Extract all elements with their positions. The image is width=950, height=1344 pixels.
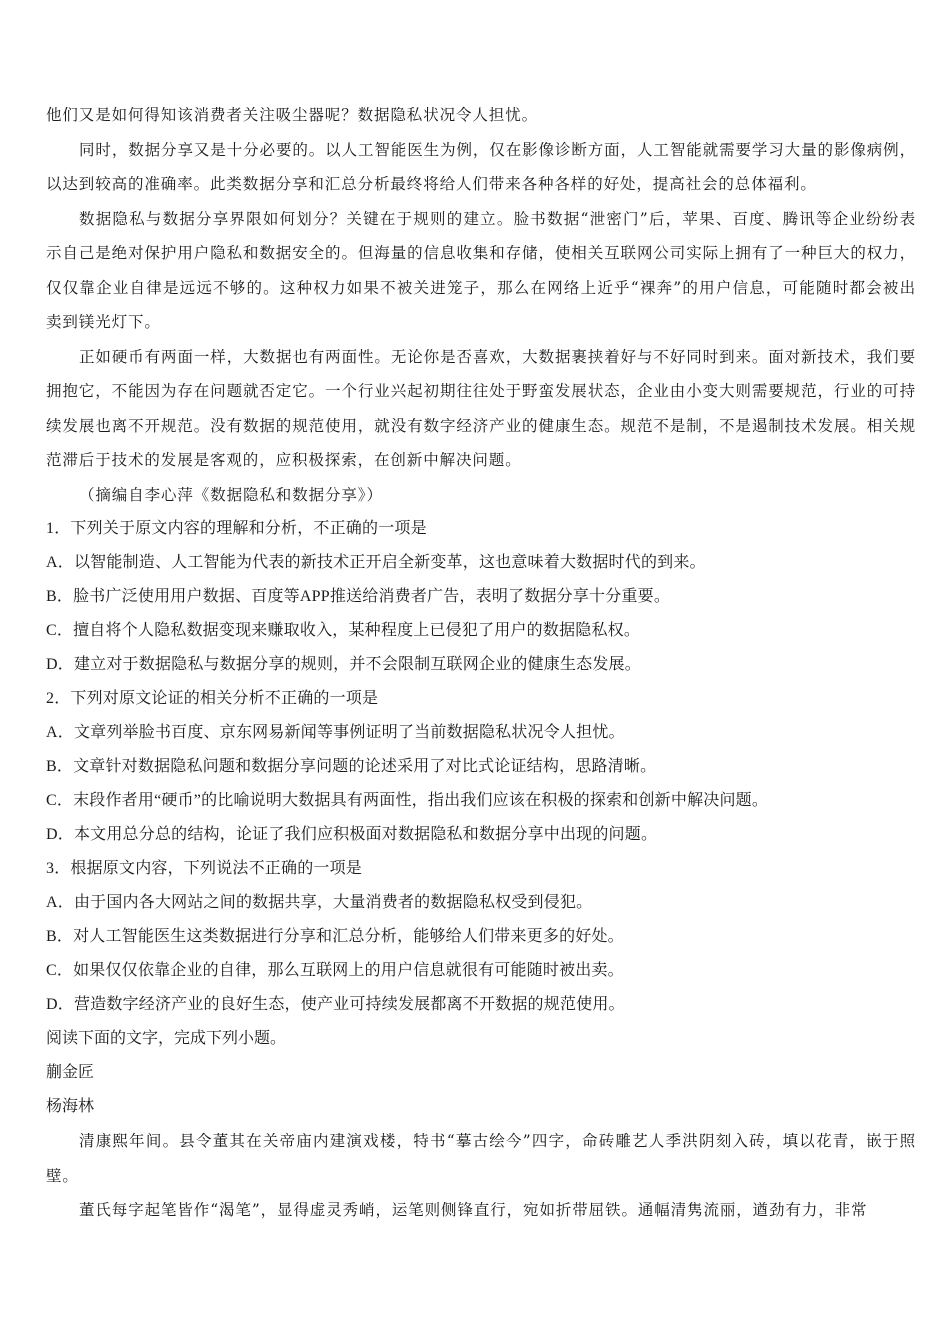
- option-b: B．对人工智能医生这类数据进行分享和汇总分析，能够给人们带来更多的好处。: [46, 928, 624, 945]
- option-c: C．末段作者用“硬币”的比喻说明大数据具有两面性，指出我们应该在积极的探索和创新中解决问题。: [46, 792, 769, 809]
- question-stem: 3．根据原文内容，下列说法不正确的一项是: [46, 860, 363, 877]
- option-d: D．营造数字经济产业的良好生态，使产业可持续发展都离不开数据的规范使用。: [46, 996, 625, 1013]
- document-page: [46, 98, 916, 1228]
- passage-data-privacy: [46, 98, 916, 512]
- option-d: D．建立对于数据隐私与数据分享的规则，并不会限制互联网企业的健康生态发展。: [46, 656, 641, 673]
- question-2: [46, 682, 916, 852]
- option-d: D．本文用总分总的结构，论证了我们应积极面对数据隐私和数据分享中出现的问题。: [46, 826, 658, 843]
- source-citation: （摘编自李心萍《数据隐私和数据分享》）: [79, 485, 383, 504]
- option-c: C．擅自将个人隐私数据变现来赚取收入，某种程度上已侵犯了用户的数据隐私权。: [46, 622, 641, 639]
- story-title: 蒯金匠: [46, 1064, 95, 1081]
- question-3: [46, 852, 916, 1022]
- option-b: B．脸书广泛使用用户数据、百度等APP推送给消费者广告，表明了数据分享十分重要。: [46, 588, 671, 605]
- option-c: C．如果仅仅依靠企业的自律，那么互联网上的用户信息就很有可能随时被出卖。: [46, 962, 624, 979]
- paragraph: 正如硬币有两面一样，大数据也有两面性。无论你是否喜欢，大数据裹挟着好与不好同时到来。面对新技术，我们要拥抱它，不能因为存在问题就否定它。一个行业兴起初期往往处于野蛮发展状态，企业由小变大则需要规范，行业的可持续发展也离不开规范。没有数据的规范使用，就没有数字经济产业的健康生态。规范不是制，不是遏制技术发展。相关规范滞后于技术的发展是客观的，应积极探索，在创新中解决问题。: [46, 347, 916, 469]
- paragraph: 董氏每字起笔皆作“渴笔”，显得虚灵秀峭，运笔则侧锋直行，宛如折带屈铁。通幅清隽流丽，遒劲有力，非常: [79, 1201, 868, 1219]
- story-author: 杨海林: [46, 1098, 95, 1115]
- paragraph: 数据隐私与数据分享界限如何划分？关键在于规则的建立。脸书数据“泄密门”后，苹果、百度、腾讯等企业纷纷表示自己是绝对保护用户隐私和数据安全的。但海量的信息收集和存储，使相关互联网公司实际上拥有了一种巨大的权力，仅仅靠企业自律是远远不够的。这种权力如果不被关进笼子，那么在网络上近乎“裸奔”的用户信息，可能随时都会被出卖到镁光灯下。: [46, 209, 916, 331]
- option-a: A．文章列举脸书百度、京东网易新闻等事例证明了当前数据隐私状况令人担忧。: [46, 724, 625, 741]
- paragraph: 清康熙年间。县令董其在关帝庙内建演戏楼，特书“摹古绘今”四字，命砖雕艺人季洪阴刻入砖，填以花青，嵌于照壁。: [46, 1132, 916, 1185]
- question-stem: 2．下列对原文论证的相关分析不正确的一项是: [46, 690, 379, 707]
- question-stem: 1．下列关于原文内容的理解和分析，不正确的一项是: [46, 520, 427, 537]
- reading-instruction: 阅读下面的文字，完成下列小题。: [46, 1030, 287, 1047]
- paragraph: 同时，数据分享又是十分必要的。以人工智能医生为例，仅在影像诊断方面，人工智能就需要学习大量的影像病例，以达到较高的准确率。此类数据分享和汇总分析最终将给人们带来各种各样的好处，提高社会的总体福利。: [46, 140, 916, 193]
- option-b: B．文章针对数据隐私问题和数据分享问题的论述采用了对比式论证结构，思路清晰。: [46, 758, 657, 775]
- question-1: [46, 512, 916, 682]
- option-a: A．以智能制造、人工智能为代表的新技术正开启全新变革，这也意味着大数据时代的到来。: [46, 554, 706, 571]
- option-a: A．由于国内各大网站之间的数据共享，大量消费者的数据隐私权受到侵犯。: [46, 894, 593, 911]
- paragraph: 他们又是如何得知该消费者关注吸尘器呢？数据隐私状况令人担忧。: [46, 106, 539, 124]
- passage-kuai-jinjiang: [46, 1022, 916, 1228]
